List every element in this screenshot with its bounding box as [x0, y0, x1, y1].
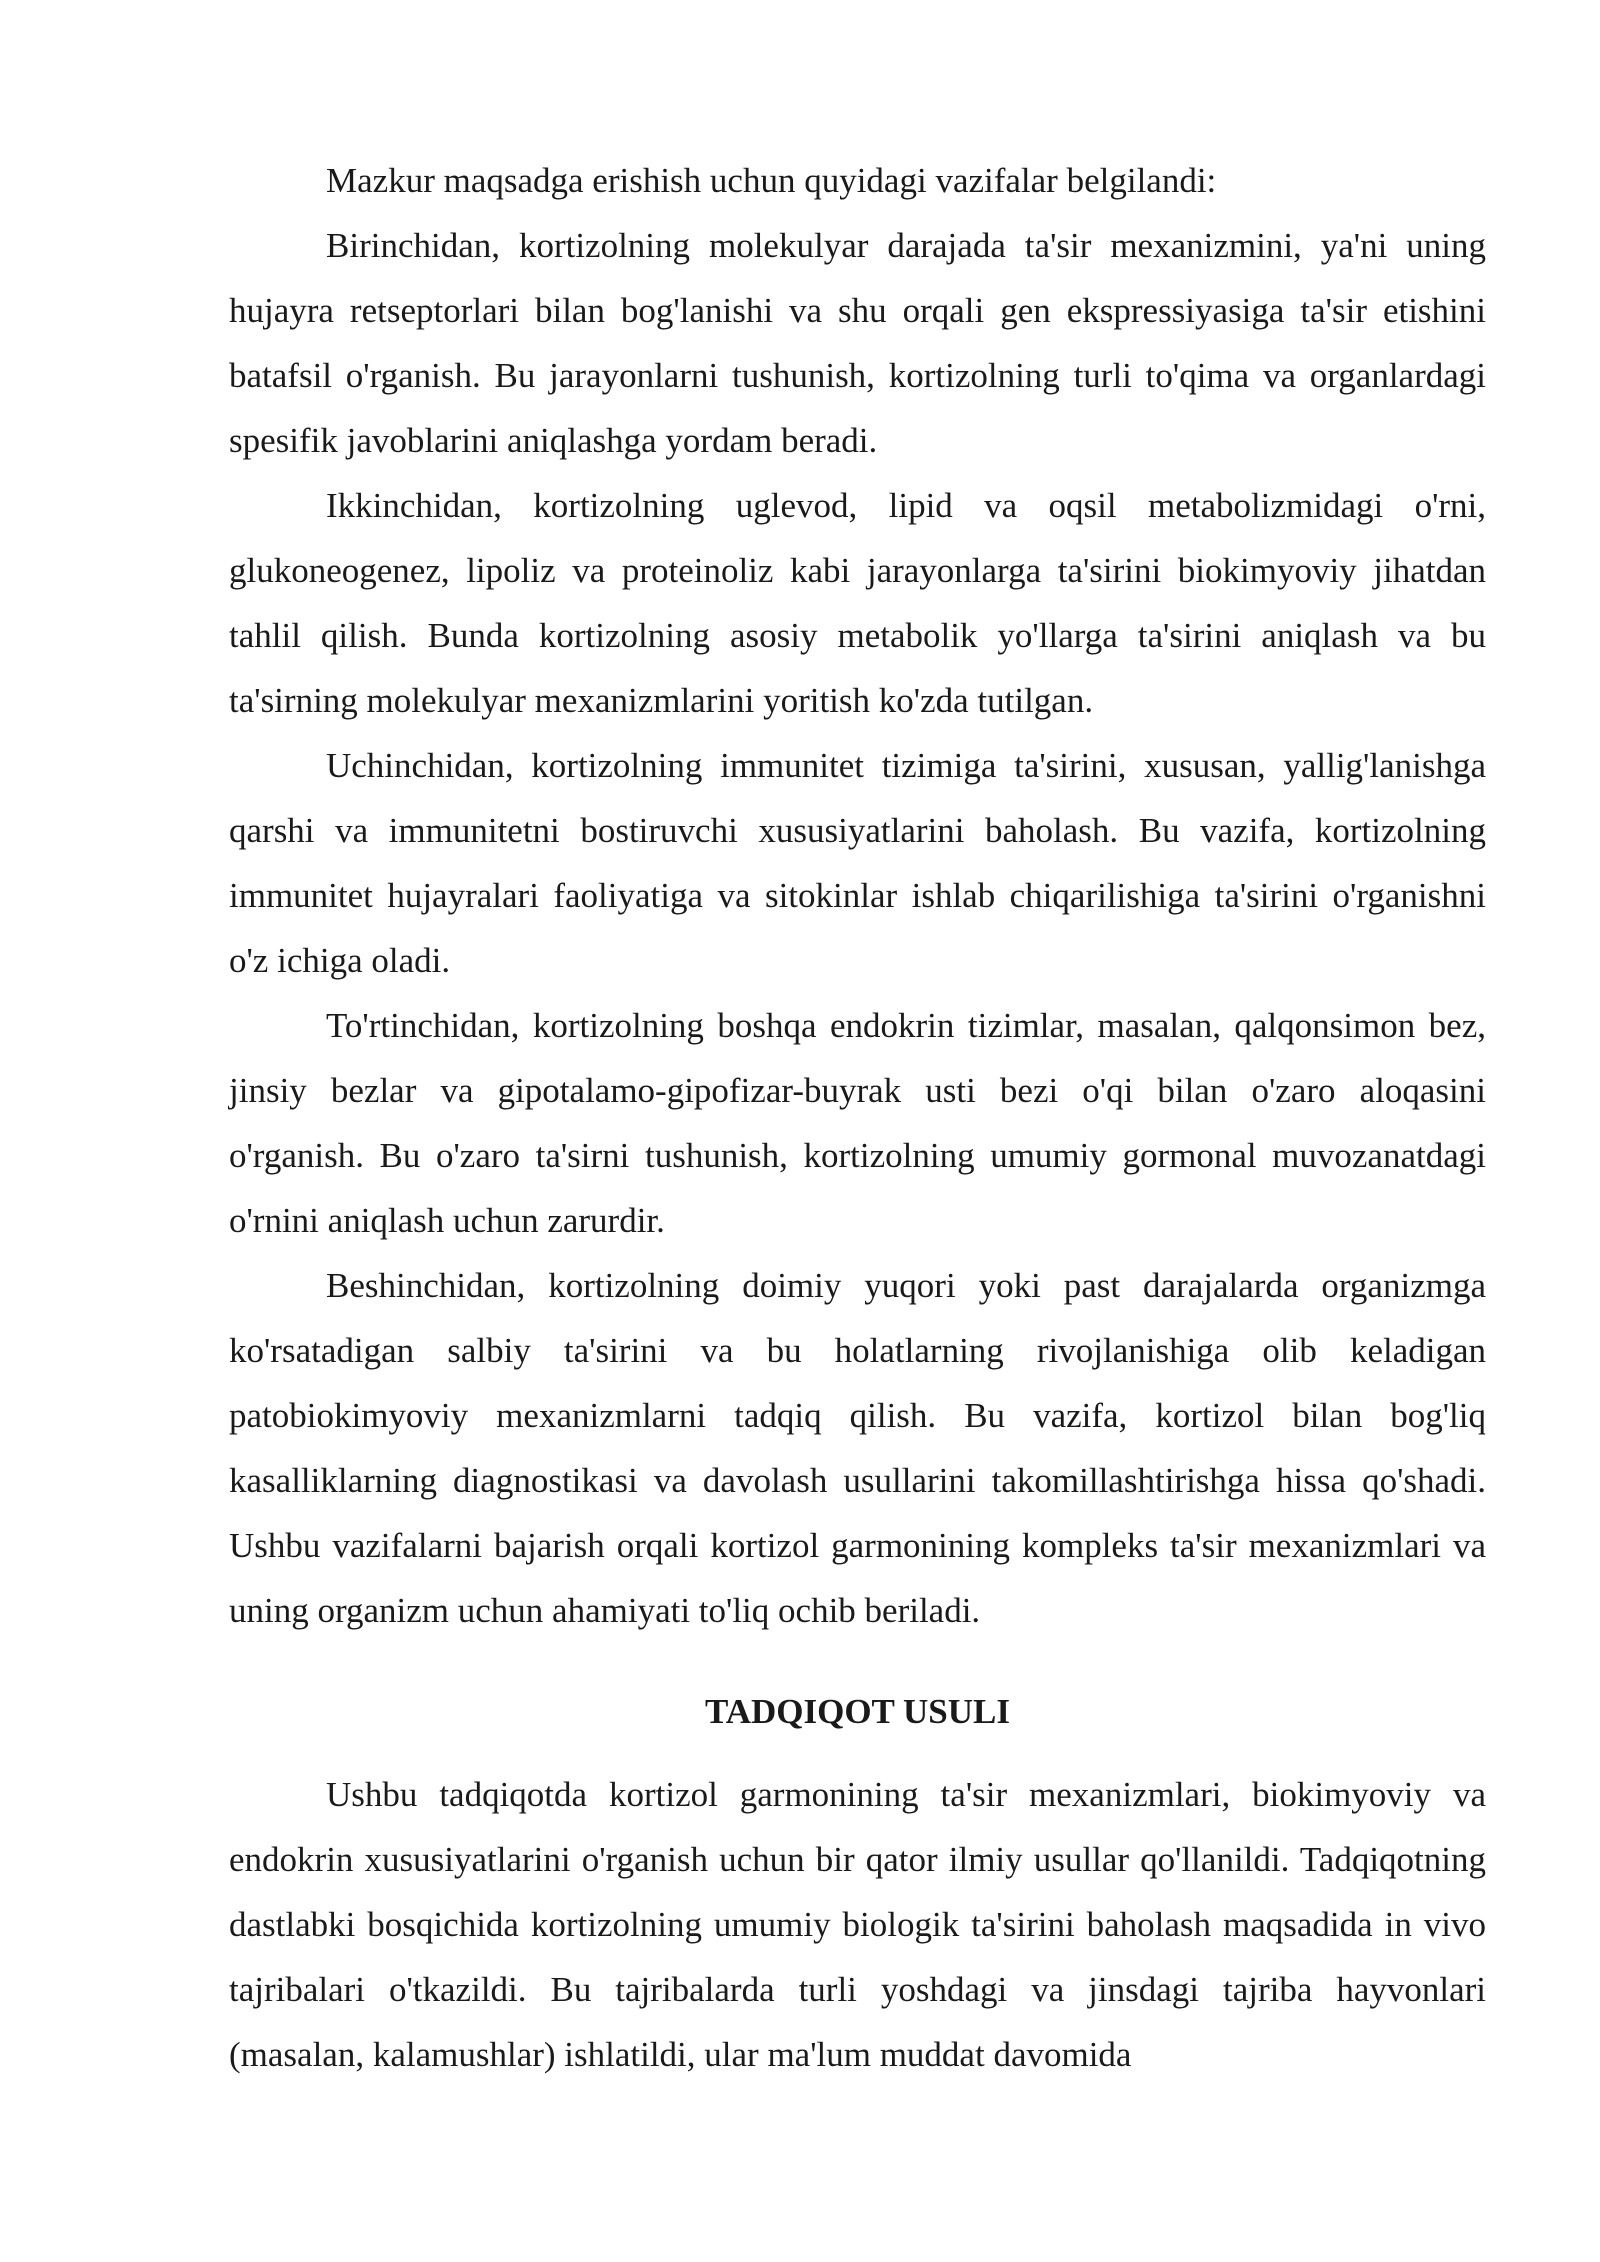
paragraph-task-5: Beshinchidan, kortizolning doimiy yuqori yoki past darajalarda organizmga ko'rsatadigan salbiy ta'sirini va bu holatlarning rivojlanishiga olib keladigan patobiokimyoviy mexanizmlarni tadqiq qilish. Bu vazifa, kortizol bilan bog'liq kasalliklarning diagnostikasi va davolash usullarini takomillashtirishga hissa qo'shadi. Ushbu vazifalarni bajarish orqali kortizol garmonining kompleks ta'sir mexanizmlari va uning organizm uchun ahamiyati to'liq ochib beriladi. — [229, 1266, 1486, 1630]
paragraph-methods: Ushbu tadqiqotda kortizol garmonining ta'sir mexanizmlari, biokimyoviy va endokrin xususiyatlarini o'rganish uchun bir qator ilmiy usullar qo'llanildi. Tadqiqotning dastlabki bosqichida kortizolning umumiy biologik ta'sirini baholash maqsadida in vivo tajribalari o'tkazildi. Bu tajribalarda turli yoshdagi va jinsdagi tajriba hayvonlari (masalan, kalamushlar) ishlatildi, ular ma'lum muddat davomida — [229, 1775, 1486, 2074]
document-page — [229, 148, 1486, 2087]
paragraph-task-1: Birinchidan, kortizolning molekulyar darajada ta'sir mexanizmini, ya'ni uning hujayra retseptorlari bilan bog'lanishi va shu orqali gen ekspressiyasiga ta'sir etishini batafsil o'rganish. Bu jarayonlarni tushunish, kortizolning turli to'qima va organlardagi spesifik javoblarini aniqlashga yordam beradi. — [229, 226, 1486, 460]
paragraph-task-2: Ikkinchidan, kortizolning uglevod, lipid va oqsil metabolizmidagi o'rni, glukoneogenez, lipoliz va proteinoliz kabi jarayonlarga ta'sirini biokimyoviy jihatdan tahlil qilish. Bunda kortizolning asosiy metabolik yo'llarga ta'sirini aniqlash va bu ta'sirning molekulyar mexanizmlarini yoritish ko'zda tutilgan. — [229, 486, 1486, 720]
paragraph-task-4: To'rtinchidan, kortizolning boshqa endokrin tizimlar, masalan, qalqonsimon bez, jinsiy bezlar va gipotalamo-gipofizar-buyrak usti bezi o'qi bilan o'zaro aloqasini o'rganish. Bu o'zaro ta'sirni tushunish, kortizolning umumiy gormonal muvozanatdagi o'rnini aniqlash uchun zarurdir. — [229, 1006, 1486, 1240]
paragraph-intro: Mazkur maqsadga erishish uchun quyidagi vazifalar belgilandi: — [326, 161, 1217, 200]
paragraph-task-3: Uchinchidan, kortizolning immunitet tizimiga ta'sirini, xususan, yallig'lanishga qarshi va immunitetni bostiruvchi xususiyatlarini baholash. Bu vazifa, kortizolning immunitet hujayralari faoliyatiga va sitokinlar ishlab chiqarilishiga ta'sirini o'rganishni o'z ichiga oladi. — [229, 746, 1486, 980]
section-heading: TADQIQOT USULI — [704, 1692, 1011, 1731]
